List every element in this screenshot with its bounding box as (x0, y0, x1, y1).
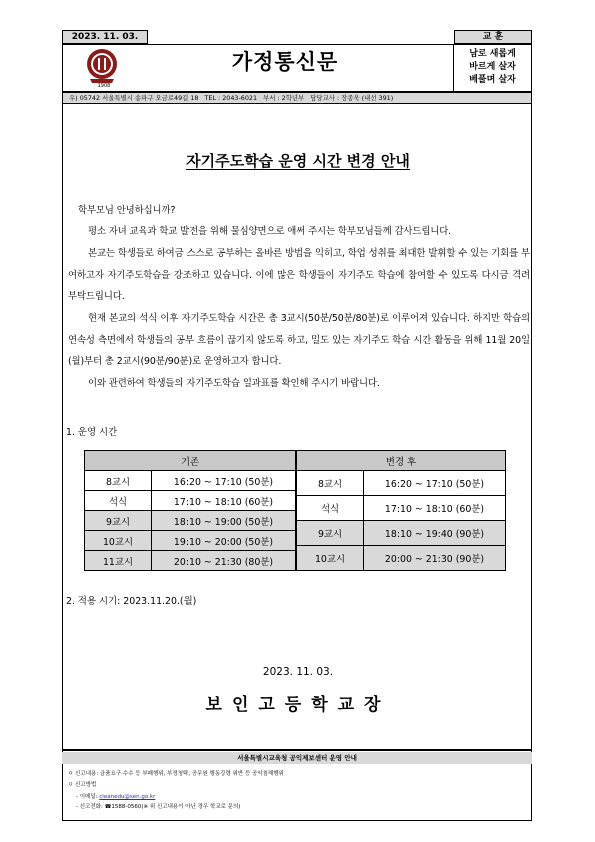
schedule-table-before (84, 450, 296, 571)
page-title: 가정통신문 (231, 50, 339, 74)
period-cell: 9교시 (297, 521, 364, 546)
motto-label: 교 훈 (454, 30, 532, 44)
section-heading: 1. 운영 시간 (66, 427, 118, 438)
time-cell: 20:00 ~ 21:30 (90분) (364, 546, 506, 571)
period-cell: 8교시 (297, 471, 364, 496)
footer-line: ㅇ 신고내용: 금품요구·수수 등 부패행위, 부정청탁, 공무원 행동강령 위반 등 공익침해행위 (68, 771, 284, 777)
paragraph: 이와 관련하여 학생들의 자기주도학습 일과표를 확인해 주시기 바랍니다. (88, 378, 380, 389)
email-link[interactable]: cleanedu@sen.go.kr (99, 794, 156, 800)
footer-line: ㅇ 신고방법 (68, 782, 97, 788)
department: 부서 : 2학년부 (263, 94, 305, 102)
address-bar (62, 92, 532, 104)
table-row (297, 546, 506, 571)
table-header: 기존 (85, 451, 296, 471)
period-cell: 11교시 (85, 551, 152, 571)
school-signature: 보인고등학교장 (205, 695, 391, 715)
table-row (85, 471, 296, 491)
period-cell: 10교시 (297, 546, 364, 571)
footer-email-line (76, 792, 526, 800)
period-cell: 10교시 (85, 531, 152, 551)
footer-line: - 신고전화: ☎1588-0560(※ 위 신고내용이 아닌 경우 학교로 문의) (76, 804, 241, 810)
period-cell: 9교시 (85, 511, 152, 531)
table-row (297, 496, 506, 521)
schedule-table-after (296, 450, 506, 571)
time-cell: 20:10 ~ 21:30 (80분) (152, 551, 296, 571)
motto-line: 베풀며 살자 (469, 75, 516, 85)
period-cell: 석식 (297, 496, 364, 521)
notice-title: 자기주도학습 운영 시간 변경 안내 (186, 152, 410, 170)
time-cell: 16:20 ~ 17:10 (50분) (152, 471, 296, 491)
table-header: 변경 후 (297, 451, 506, 471)
section-heading: 2. 적용 시기: 2023.11.20.(월) (66, 596, 197, 607)
period-cell: 석식 (85, 491, 152, 511)
time-cell: 17:10 ~ 18:10 (60분) (364, 496, 506, 521)
signature-date: 2023. 11. 03. (262, 666, 334, 678)
table-row (85, 551, 296, 571)
table-row (85, 531, 296, 551)
time-cell: 19:10 ~ 20:00 (50분) (152, 531, 296, 551)
table-row (85, 491, 296, 511)
table-row (297, 521, 506, 546)
time-cell: 17:10 ~ 18:10 (60분) (152, 491, 296, 511)
emblem-year: 1908 (97, 83, 111, 89)
time-cell: 16:20 ~ 17:10 (50분) (364, 471, 506, 496)
motto-box (454, 44, 532, 92)
school-emblem-icon (86, 47, 118, 85)
time-cell: 18:10 ~ 19:40 (90분) (364, 521, 506, 546)
footer-title: 서울특별시교육청 공익제보센터 운영 안내 (62, 752, 532, 764)
motto-line: 남로 새롭게 (469, 49, 516, 59)
period-cell: 8교시 (85, 471, 152, 491)
issue-date-label: 2023. 11. 03. (62, 30, 148, 44)
table-row (85, 511, 296, 531)
paragraph: 본교는 학생들로 하여금 스스로 공부하는 올바른 방법을 익히고, 학업 성취를 최대한 발휘할 수 있는 기회를 부여하고자 자기주도학습을 강조하고 있습니다. 이에 많은 학생들이 자기주도 학습에 참여할 수 있도록 다시금 격려 부탁드립니다. (68, 248, 530, 302)
table-row (297, 471, 506, 496)
paragraph: 현재 본교의 석식 이후 자기주도학습 시간은 총 3교시(50분/50분/80분)로 이루어져 있습니다. 하지만 학습의 연속성 측면에서 학생들의 공부 흐름이 끊기지 않도록 하고, 밀도 있는 자기주도 학습 시간 활동을 위해 11월 20일(월)부터 총 2교시(90분/90분)로 운영하고자 합니다. (68, 313, 530, 367)
paragraph: 평소 자녀 교육과 학교 발전을 위해 물심양면으로 애써 주시는 학부모님들께 감사드립니다. (88, 226, 452, 237)
teacher-contact: 담당교사 : 장종욱 (내선 391) (310, 94, 394, 102)
greeting: 학부모님 안녕하십니까? (78, 205, 176, 216)
address: 우) 05742 서울특별시 송파구 오금로49길 18 (69, 94, 199, 102)
time-cell: 18:10 ~ 19:00 (50분) (152, 511, 296, 531)
telephone: TEL : 2043-6021 (204, 94, 258, 102)
email-label: - 이메일: (76, 794, 100, 800)
motto-line: 바르게 살자 (469, 62, 516, 72)
